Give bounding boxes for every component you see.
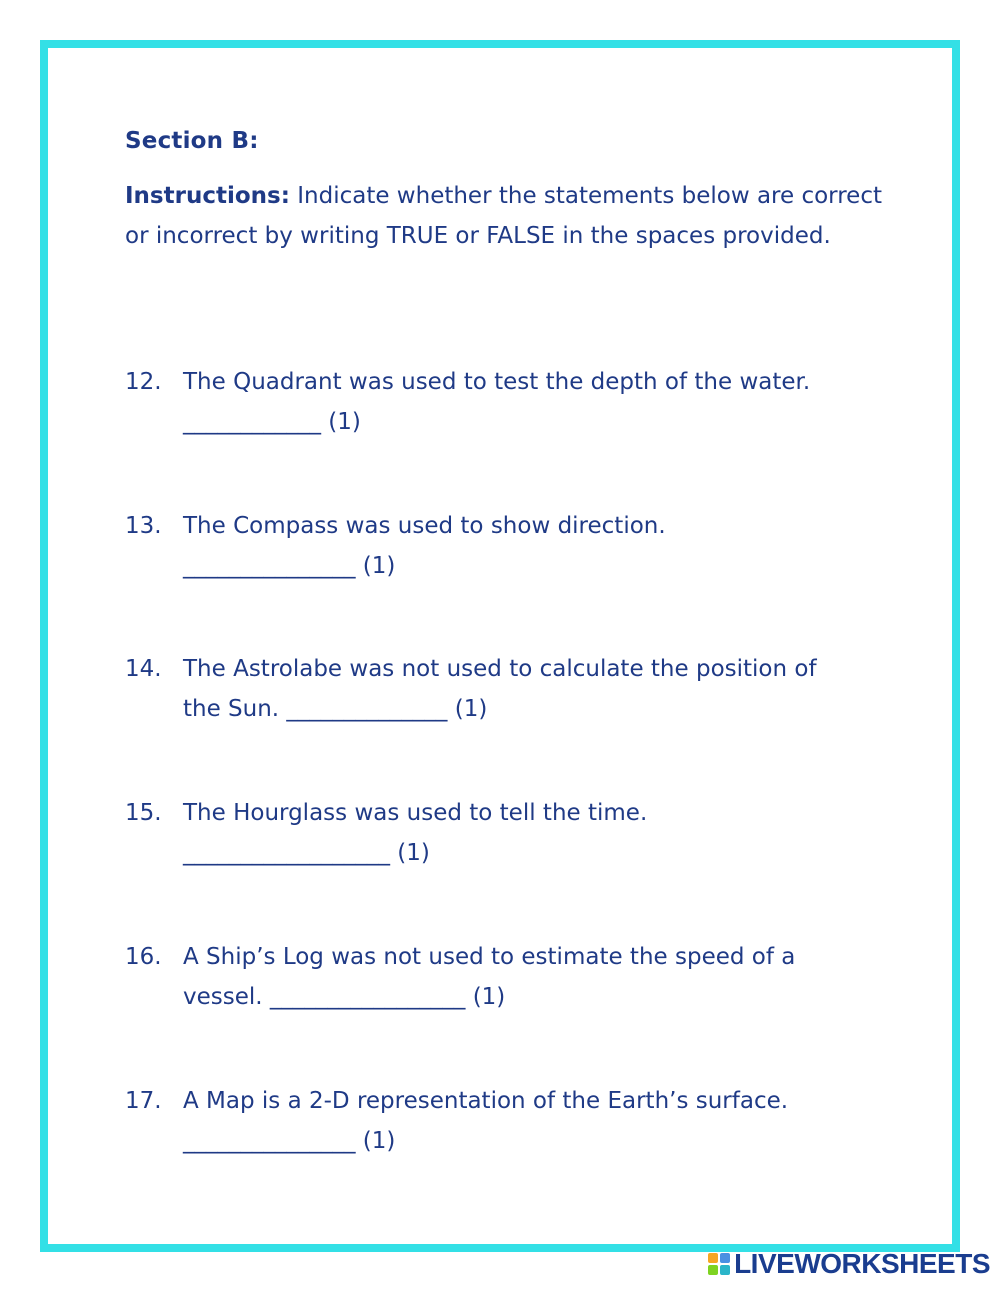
- question-body: [183, 1081, 883, 1161]
- question-statement: The Compass was used to show direction.: [183, 513, 666, 539]
- question-statement: A Ship’s Log was not used to estimate the speed of a: [183, 944, 796, 970]
- instructions-label: Instructions:: [125, 183, 290, 209]
- logo-square-icon: [720, 1253, 730, 1263]
- section-title: Section B:: [125, 128, 259, 154]
- logo-square-icon: [720, 1265, 730, 1275]
- answer-blank[interactable]: the Sun. ______________ (1): [183, 696, 488, 722]
- logo-text: LIVEWORKSHEETS: [734, 1248, 990, 1279]
- question-body: [183, 362, 883, 442]
- question-body: [183, 793, 883, 873]
- instructions-paragraph: [125, 176, 885, 256]
- question-statement: The Astrolabe was not used to calculate the position of: [183, 656, 817, 682]
- question-number: 12.: [125, 369, 162, 395]
- logo-square-icon: [708, 1253, 718, 1263]
- logo-mark-icon: [708, 1253, 730, 1275]
- logo-square-icon: [708, 1265, 718, 1275]
- question-statement: The Hourglass was used to tell the time.: [183, 800, 648, 826]
- question-body: [183, 649, 883, 729]
- question-number: 13.: [125, 513, 162, 539]
- question-number: 17.: [125, 1088, 162, 1114]
- answer-blank[interactable]: _______________ (1): [183, 1128, 396, 1154]
- question-number: 15.: [125, 800, 162, 826]
- question-statement: The Quadrant was used to test the depth of the water.: [183, 369, 811, 395]
- question-body: [183, 937, 883, 1017]
- instructions-text: Indicate whether the statements below are correct or incorrect by writing TRUE or FALSE in the spaces provided.: [125, 183, 882, 249]
- worksheet-frame: [40, 40, 960, 1252]
- answer-blank[interactable]: __________________ (1): [183, 840, 430, 866]
- liveworksheets-logo: [708, 1249, 990, 1279]
- question-statement: A Map is a 2-D representation of the Earth’s surface.: [183, 1088, 789, 1114]
- answer-blank[interactable]: _______________ (1): [183, 553, 396, 579]
- question-body: [183, 506, 883, 586]
- question-number: 14.: [125, 656, 162, 682]
- answer-blank[interactable]: vessel. _________________ (1): [183, 984, 506, 1010]
- question-number: 16.: [125, 944, 162, 970]
- answer-blank[interactable]: ____________ (1): [183, 409, 361, 435]
